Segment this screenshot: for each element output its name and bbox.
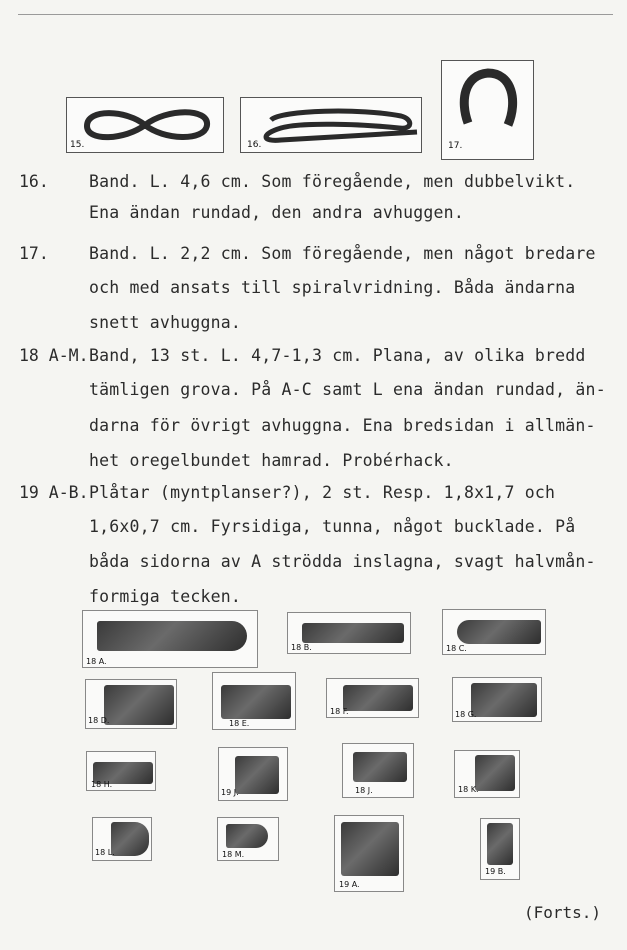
entry-line: Band. L. 4,6 cm. Som föregående, men dubbelvikt. bbox=[89, 172, 576, 191]
entry-number: 17. bbox=[19, 244, 49, 263]
fragment-18b: 18 B. bbox=[287, 612, 411, 654]
fragment-18e: 18 E. bbox=[212, 672, 296, 730]
figure-16-image bbox=[241, 98, 421, 152]
fragment-19b: 19 B. bbox=[480, 818, 520, 880]
fragment-18h: 18 H. bbox=[86, 751, 156, 791]
entry-line: och med ansats till spiralvridning. Båda ändarna bbox=[89, 278, 576, 297]
fragment-18m: 18 M. bbox=[217, 817, 279, 861]
figure-15-image bbox=[67, 98, 223, 152]
entry-line: het oregelbundet hamrad. Probérhack. bbox=[89, 451, 454, 470]
entry-line: båda sidorna av A strödda inslagna, svagt halvmån- bbox=[89, 552, 596, 571]
continued-label: (Forts.) bbox=[523, 903, 601, 922]
entry-line: Ena ändan rundad, den andra avhuggen. bbox=[89, 203, 464, 222]
entry-line: Band, 13 st. L. 4,7-1,3 cm. Plana, av olika bredd bbox=[89, 346, 586, 365]
fragment-18k: 18 K. bbox=[454, 750, 520, 798]
entry-line: Plåtar (myntplanser?), 2 st. Resp. 1,8x1,7 och bbox=[89, 483, 556, 502]
fragment-18f: 18 F. bbox=[326, 678, 419, 718]
entry-line: formiga tecken. bbox=[89, 587, 242, 606]
fragment-18a: 18 A. bbox=[82, 610, 258, 668]
figure-caption: 15. bbox=[70, 140, 85, 150]
figure-caption: 16. bbox=[247, 140, 262, 150]
entry-line: darna för övrigt avhuggna. Ena bredsidan i allmän- bbox=[89, 416, 596, 435]
figure-caption: 17. bbox=[448, 141, 463, 151]
figure-16 bbox=[240, 97, 422, 153]
entry-line: 1,6x0,7 cm. Fyrsidiga, tunna, något bucklade. På bbox=[89, 517, 576, 536]
fragment-18c: 18 C. bbox=[442, 609, 546, 655]
figure-17 bbox=[441, 60, 534, 160]
entry-number: 19 A-B. bbox=[19, 483, 89, 502]
fragment-18l: 18 L. bbox=[92, 817, 152, 861]
entry-line: snett avhuggna. bbox=[89, 313, 242, 332]
fragment-19a: 19 A. bbox=[334, 815, 404, 892]
fragment-19j: 19 J. bbox=[218, 747, 288, 801]
fragment-18g: 18 G. bbox=[452, 677, 542, 722]
fragment-18d: 18 D. bbox=[85, 679, 177, 729]
top-rule bbox=[18, 14, 613, 15]
entry-number: 18 A-M. bbox=[19, 346, 89, 365]
figure-15 bbox=[66, 97, 224, 153]
entry-number: 16. bbox=[19, 172, 49, 191]
entry-line: Band. L. 2,2 cm. Som föregående, men något bredare bbox=[89, 244, 596, 263]
fragment-18j: 18 J. bbox=[342, 743, 414, 798]
entry-line: tämligen grova. På A-C samt L ena ändan rundad, än- bbox=[89, 380, 606, 399]
